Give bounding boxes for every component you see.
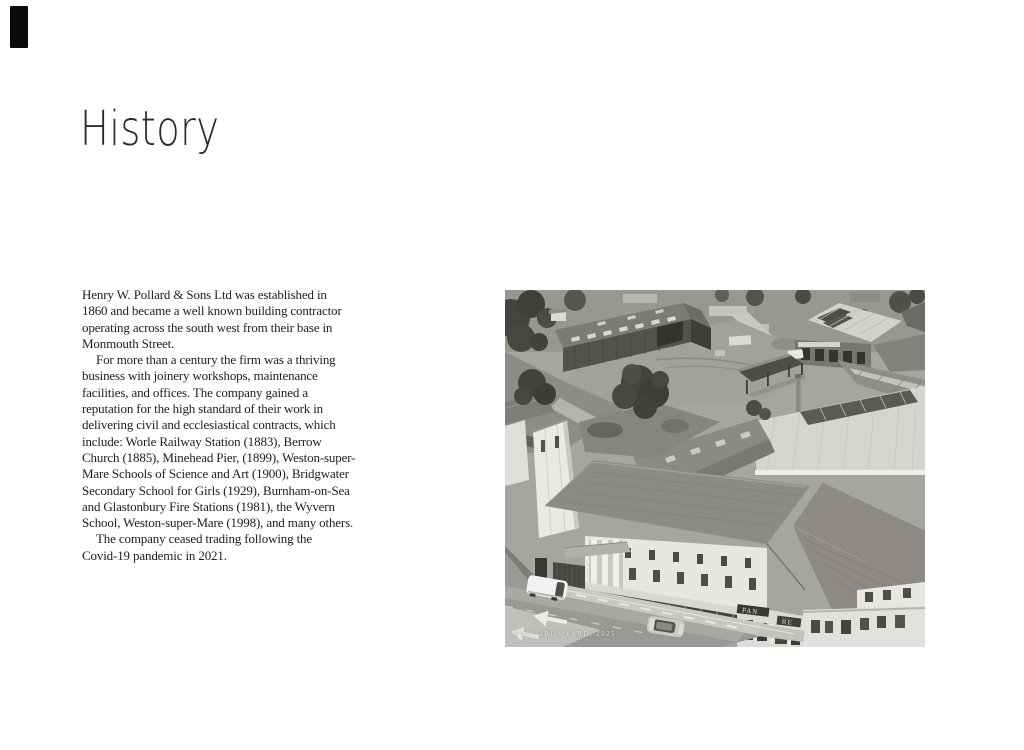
- text-line: Mare Schools of Science and Art (1900), Bridgwater: [82, 466, 349, 482]
- paragraph-1: [82, 287, 355, 352]
- shop-sign-text: RE: [781, 617, 794, 627]
- body-text: [82, 287, 355, 564]
- text-line: The company ceased trading following the: [96, 531, 313, 547]
- corner-mark: [10, 6, 28, 48]
- text-line: include: Worle Railway Station (1883), Berrow: [82, 433, 322, 449]
- text-line: Monmouth Street.: [82, 335, 175, 351]
- text-line: Secondary School for Girls (1929), Burnham-on-Sea: [82, 482, 350, 498]
- page-title: History: [80, 101, 220, 157]
- text-line: Henry W. Pollard & Sons Ltd was established in: [82, 287, 327, 302]
- text-line: delivering civil and ecclesiastical contracts, which: [82, 417, 336, 433]
- text-line: Covid-19 pandemic in 2021.: [82, 547, 227, 563]
- photo-caption: POLLARDS YARD, 2025: [515, 630, 616, 638]
- text-line: reputation for the high standard of their work in: [82, 401, 324, 417]
- text-line: Church (1885), Minehead Pier, (1899), Weston-super-: [82, 449, 356, 465]
- text-line: facilities, and offices. The company gained a: [82, 384, 308, 400]
- text-line: 1860 and became a well known building contractor: [82, 303, 342, 319]
- text-line: business with joinery workshops, maintenance: [82, 368, 318, 384]
- paragraph-3: [82, 531, 355, 564]
- photo-pollards-yard: [505, 290, 925, 647]
- text-line: and Glastonbury Fire Stations (1981), the Wyvern: [82, 498, 335, 514]
- aerial-photo-illustration: [505, 290, 925, 647]
- text-line: operating across the south west from their base in: [82, 319, 333, 335]
- text-line: For more than a century the firm was a thriving: [96, 352, 336, 368]
- shop-sign-text: PAN: [741, 606, 759, 617]
- text-line: School, Weston-super-Mare (1998), and many others.: [82, 515, 354, 531]
- paragraph-2: [82, 352, 355, 531]
